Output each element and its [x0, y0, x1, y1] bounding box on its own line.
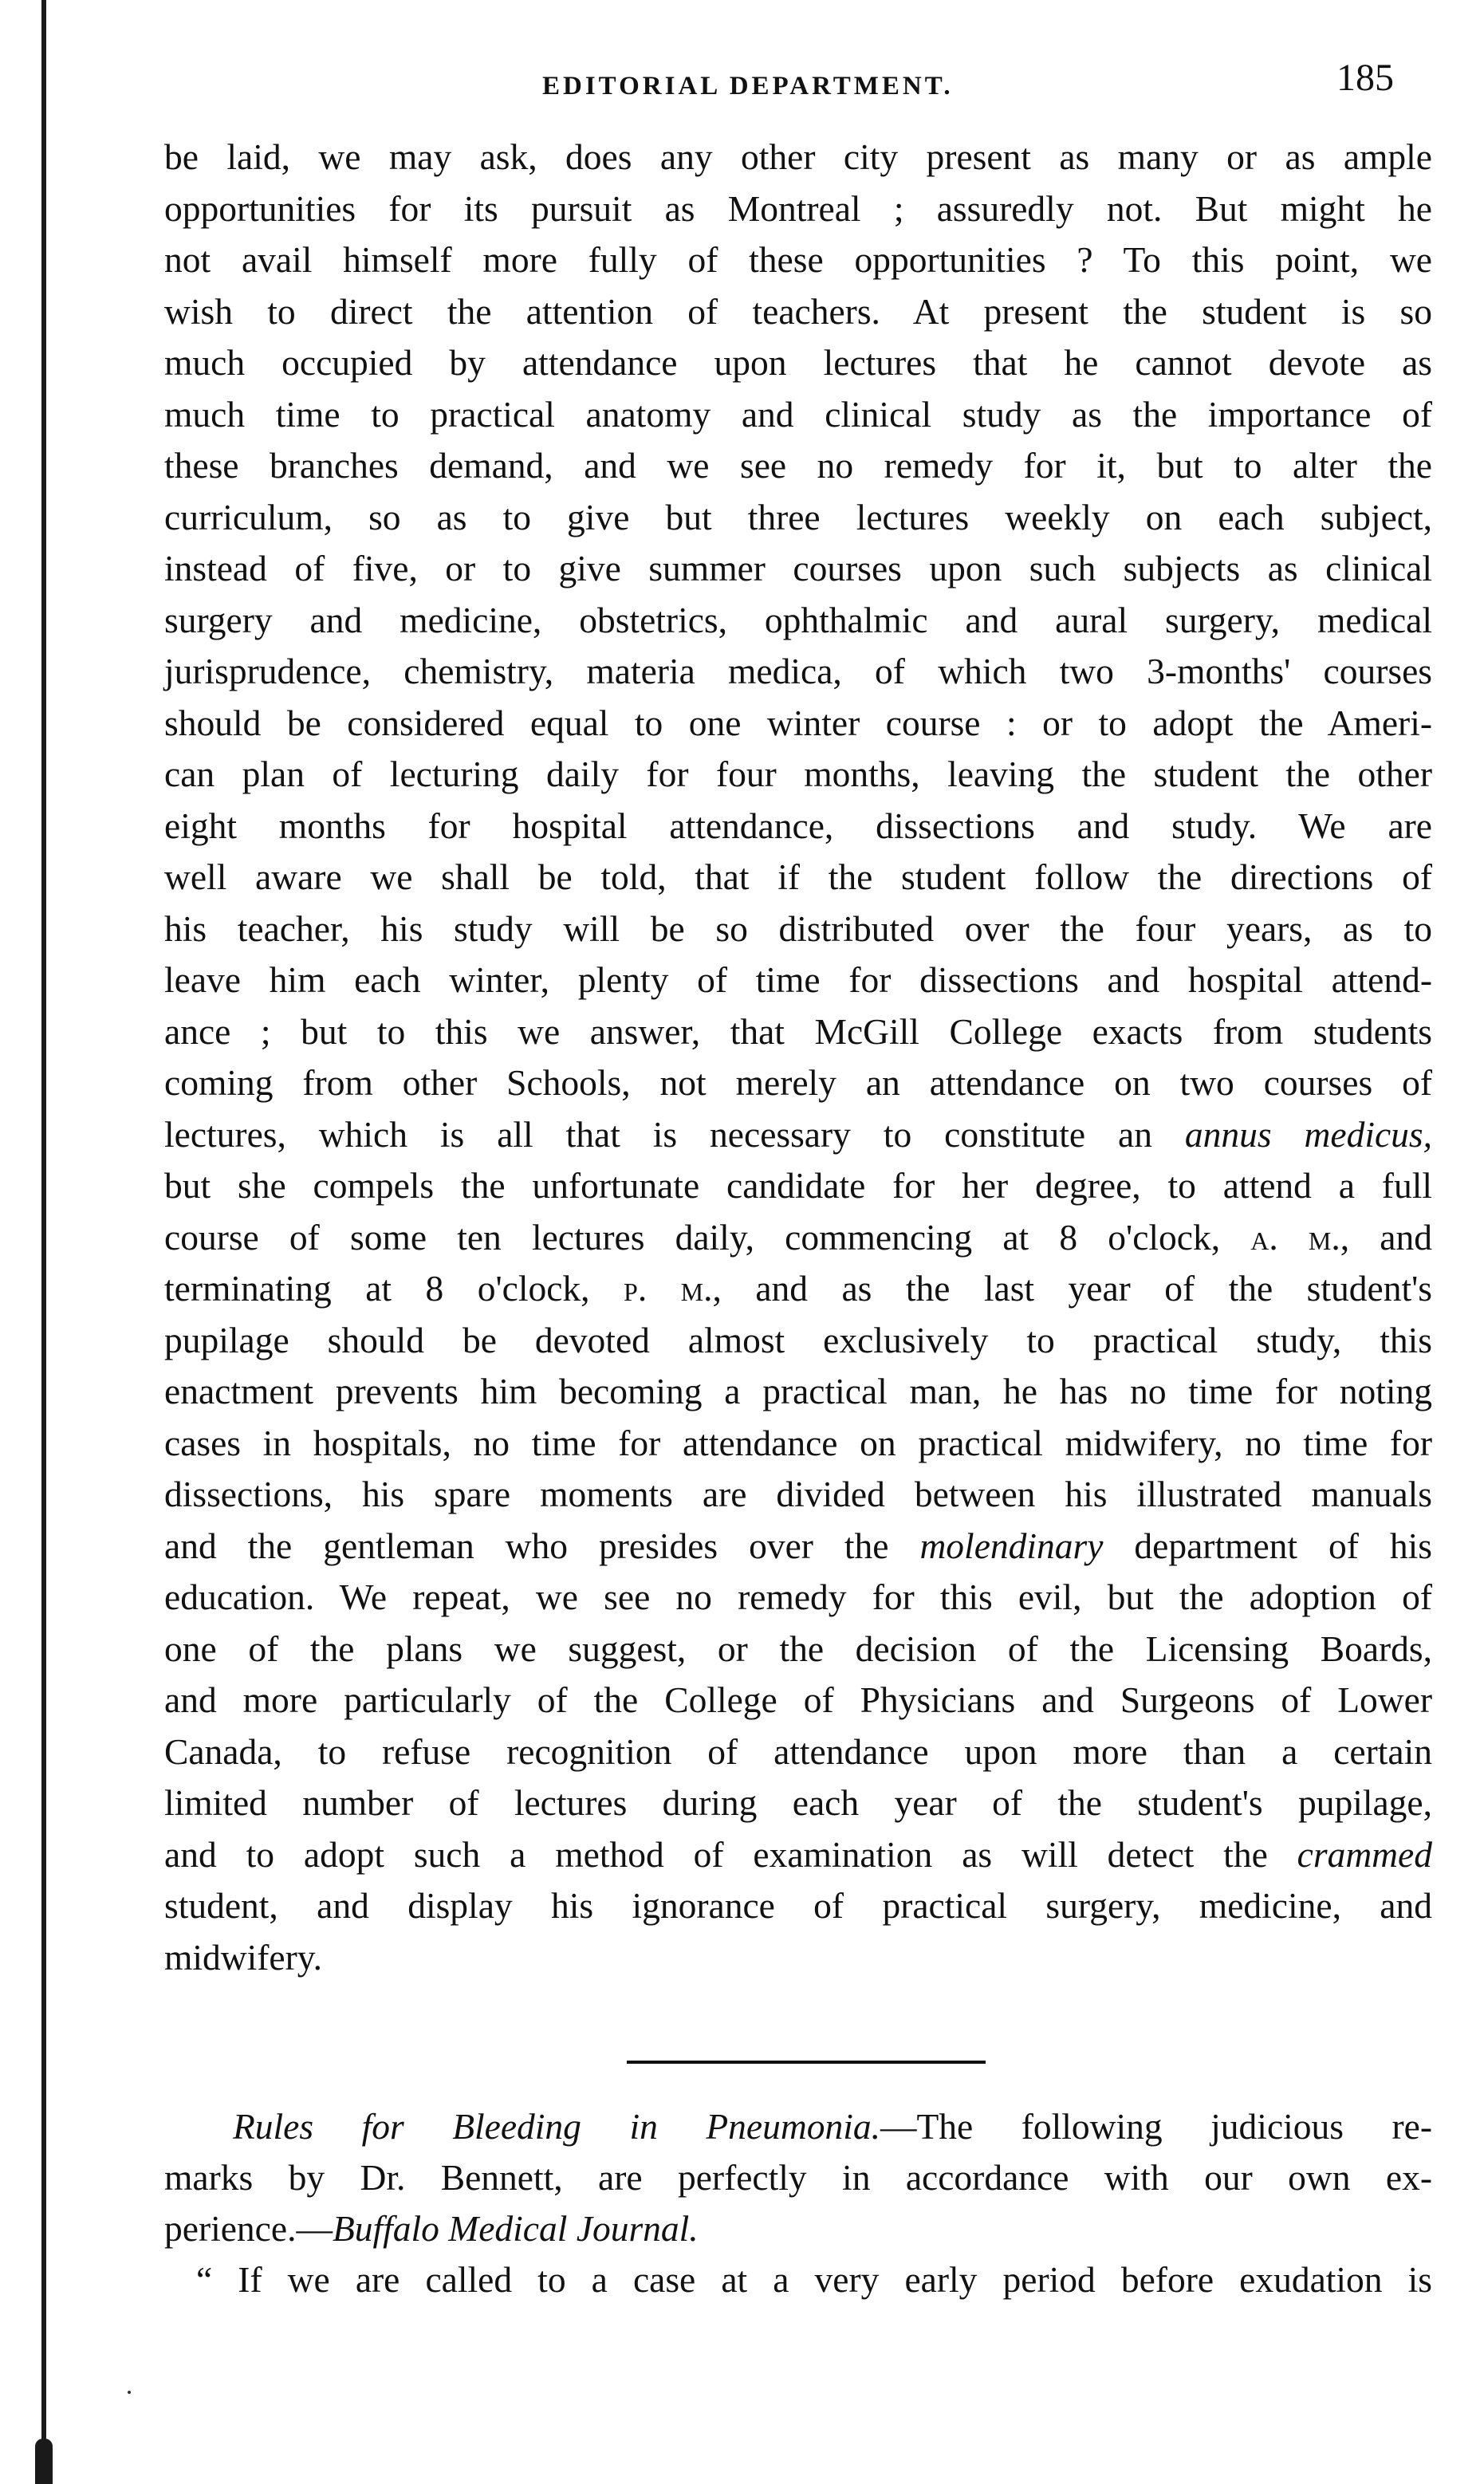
text-run: department of his	[1103, 1525, 1432, 1566]
text-line: can plan of lecturing daily for four months, leaving the student the other	[164, 754, 1432, 794]
section-divider	[627, 2061, 986, 2064]
text-line: one of the plans we suggest, or the decision of the Licensing Boards,	[164, 1628, 1432, 1669]
small-caps-time: a. m.,	[1250, 1216, 1350, 1258]
text-run: terminating at 8 o'clock,	[164, 1268, 624, 1309]
text-line	[164, 1109, 1432, 1161]
editorial-body	[164, 132, 1432, 1983]
text-line: limited number of lectures during each year of the student's pupilage,	[164, 1782, 1432, 1823]
italic-term: molendinary	[919, 1525, 1104, 1566]
italic-term: annus medicus,	[1184, 1113, 1433, 1155]
text-line: much occupied by attendance upon lectures that he cannot devote as	[164, 342, 1432, 383]
paper-speck	[128, 2391, 131, 2394]
text-line: and more particularly of the College of Physicians and Surgeons of Lower	[164, 1679, 1432, 1720]
gutter-rule-foot	[35, 2439, 53, 2484]
source-citation: Buffalo Medical Journal.	[332, 2208, 699, 2249]
text-line: midwifery.	[164, 1936, 322, 1978]
text-line: eight months for hospital attendance, dissections and study. We are	[164, 805, 1432, 846]
text-line: should be considered equal to one winter course : or to adopt the Ameri-	[164, 702, 1432, 743]
text-line: jurisprudence, chemistry, materia medica, of which two 3-months' courses	[164, 651, 1432, 691]
text-line	[164, 1521, 1432, 1573]
running-title: EDITORIAL DEPARTMENT.	[542, 72, 954, 100]
text-run: perience.—	[164, 2208, 333, 2249]
text-line: instead of five, or to give summer courses upon such subjects as clinical	[164, 548, 1432, 589]
text-line: his teacher, his study will be so distributed over the four years, as to	[164, 907, 1432, 949]
bleeding-rules-section	[164, 2101, 1432, 2305]
text-run: lectures, which is all that is necessary to constitute an	[164, 1113, 1185, 1155]
text-line	[164, 2203, 1432, 2254]
text-line: student, and display his ignorance of practical surgery, medicine, and	[164, 1885, 1432, 1926]
text-line: enactment prevents him becoming a practical man, he has no time for noting	[164, 1371, 1432, 1411]
running-head	[159, 56, 1435, 112]
text-line: wish to direct the attention of teachers. At present the student is so	[164, 290, 1432, 332]
text-line: ance ; but to this we answer, that McGill College exacts from students	[164, 1010, 1432, 1052]
small-caps-time: p. m.,	[624, 1268, 722, 1309]
section-heading: Rules for Bleeding in Pneumonia.	[233, 2106, 880, 2147]
text-line: not avail himself more fully of these opportunities ? To this point, we	[164, 239, 1432, 280]
text-line	[164, 1829, 1432, 1881]
quotation-line: “ If we are called to a case at a very early period before exudation is	[196, 2259, 1432, 2300]
text-line: opportunities for its pursuit as Montreal ; assuredly not. But might he	[164, 187, 1432, 229]
text-line: coming from other Schools, not merely an attendance on two courses of	[164, 1062, 1432, 1103]
text-line: dissections, his spare moments are divided between his illustrated manuals	[164, 1474, 1432, 1514]
text-run: and	[1349, 1216, 1433, 1258]
italic-term: crammed	[1297, 1833, 1432, 1875]
text-line: Canada, to refuse recognition of attendance upon more than a certain	[164, 1730, 1432, 1772]
text-line: pupilage should be devoted almost exclusively to practical study, this	[164, 1319, 1432, 1360]
text-line: education. We repeat, we see no remedy for this evil, but the adoption of	[164, 1577, 1432, 1617]
text-run: —The following judicious re-	[880, 2106, 1433, 2147]
text-run: and the gentleman who presides over the	[164, 1525, 920, 1566]
text-line: cases in hospitals, no time for attendance on practical midwifery, no time for	[164, 1422, 1432, 1463]
text-line	[164, 1263, 1432, 1315]
text-line: marks by Dr. Bennett, are perfectly in accordance with our own ex-	[164, 2157, 1432, 2198]
page-number: 185	[1336, 57, 1394, 99]
text-line: well aware we shall be told, that if the student follow the directions of	[164, 856, 1432, 897]
text-run: and to adopt such a method of examination as will detect the	[164, 1833, 1297, 1875]
text-line: curriculum, so as to give but three lectures weekly on each subject,	[164, 496, 1432, 537]
text-line: surgery and medicine, obstetrics, ophthalmic and aural surgery, medical	[164, 599, 1432, 640]
text-line: be laid, we may ask, does any other city present as many or as ample	[164, 136, 1432, 177]
text-line: these branches demand, and we see no remedy for it, but to alter the	[164, 445, 1432, 486]
text-line: but she compels the unfortunate candidate for her degree, to attend a full	[164, 1165, 1432, 1206]
text-line: much time to practical anatomy and clinical study as the importance of	[164, 393, 1432, 435]
text-run: and as the last year of the student's	[721, 1268, 1432, 1309]
text-line: leave him each winter, plenty of time for dissections and hospital attend-	[164, 959, 1432, 1000]
text-run: course of some ten lectures daily, commencing at 8 o'clock,	[164, 1216, 1251, 1258]
text-line	[164, 1212, 1432, 1264]
section-heading-line	[164, 2101, 1432, 2152]
gutter-rule	[41, 0, 46, 2484]
